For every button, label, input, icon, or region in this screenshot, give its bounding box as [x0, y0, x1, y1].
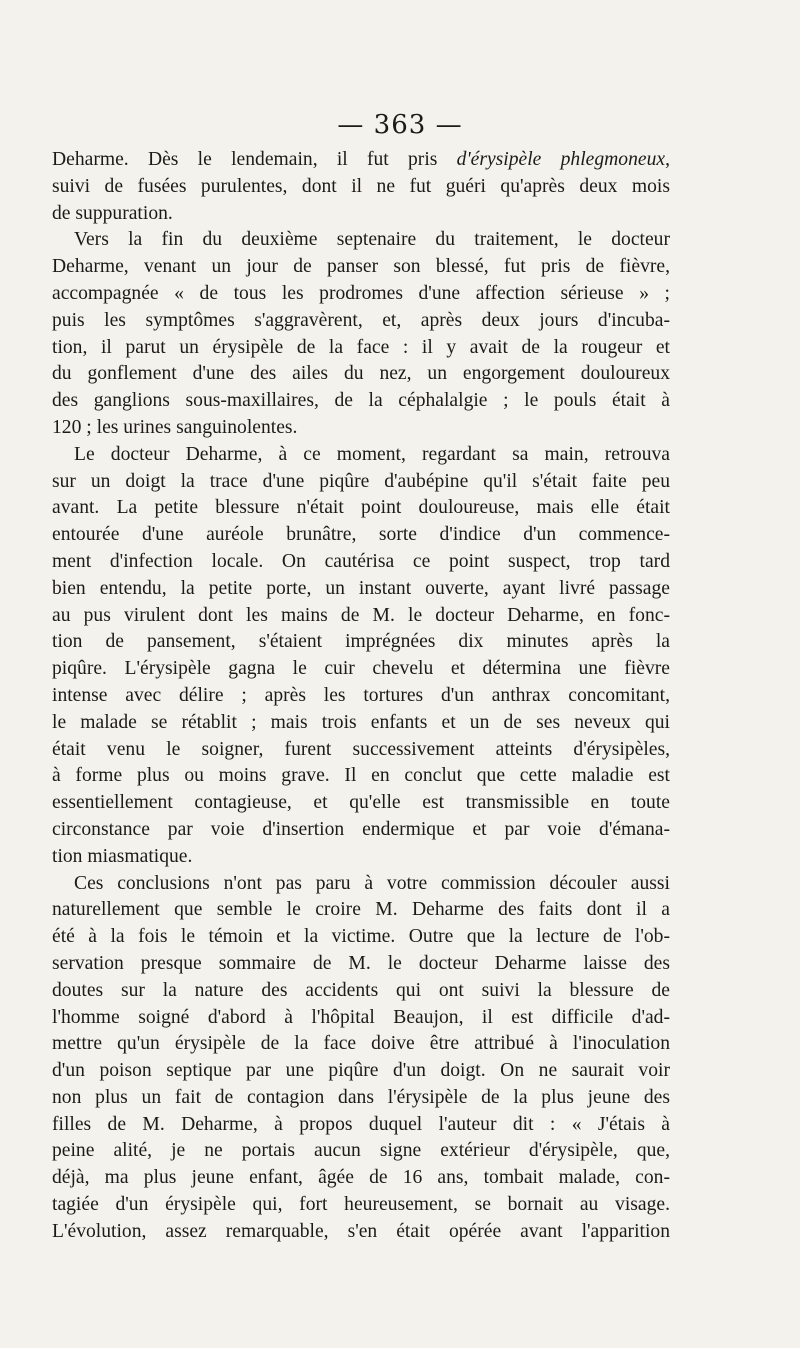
page-number: — 363 —: [337, 110, 463, 140]
text-line: servation presque sommaire de M. le docteur Deharme laisse des: [52, 952, 670, 974]
text-line: Deharme, venant un jour de panser son blessé, fut pris de fièvre,: [52, 256, 670, 278]
text-line: accompagnée « de tous les prodromes d'une affection sérieuse » ;: [52, 282, 670, 304]
text-line: des ganglions sous-maxillaires, de la céphalalgie ; le pouls était à: [52, 390, 670, 412]
text-line: à forme plus ou moins grave. Il en conclut que cette maladie est: [52, 765, 670, 787]
text-line: sur un doigt la trace d'une piqûre d'aubépine qu'il s'était faite peu: [52, 470, 670, 492]
text-line: avant. La petite blessure n'était point douloureuse, mais elle était: [52, 497, 670, 519]
text-line: bien entendu, la petite porte, un instant ouverte, ayant livré passage: [52, 577, 670, 599]
text-line: puis les symptômes s'aggravèrent, et, après deux jours d'incuba-: [52, 309, 670, 331]
text-line: peine alité, je ne portais aucun signe extérieur d'érysipèle, que,: [52, 1140, 670, 1162]
text-line: du gonflement d'une des ailes du nez, un engorgement douloureux: [52, 363, 670, 385]
text-line: naturellement que semble le croire M. Deharme des faits dont il a: [52, 899, 670, 921]
text-line: le malade se rétablit ; mais trois enfants et un de ses neveux qui: [52, 711, 670, 733]
text-line: L'évolution, assez remarquable, s'en était opérée avant l'apparition: [52, 1220, 670, 1242]
text-line: déjà, ma plus jeune enfant, âgée de 16 ans, tombait malade, con-: [52, 1167, 670, 1189]
text-line: mettre qu'un érysipèle de la face doive être attribué à l'inoculation: [52, 1033, 670, 1055]
text-line: était venu le soigner, furent successivement atteints d'érysipèles,: [52, 738, 670, 760]
text-line: de suppuration.: [52, 202, 173, 224]
text-line: essentiellement contagieuse, et qu'elle est transmissible en toute: [52, 792, 670, 814]
text-line: tion de pansement, s'étaient imprégnées dix minutes après la: [52, 631, 670, 653]
body-text: [52, 147, 670, 1246]
italic-term: d'érysipèle phlegmoneux: [456, 149, 666, 170]
text-line: d'un poison septique par une piqûre d'un doigt. On ne saurait voir: [52, 1060, 670, 1082]
text-line: été à la fois le témoin et la victime. Outre que la lecture de l'ob-: [52, 926, 670, 948]
text-line: tion miasmatique.: [52, 845, 193, 867]
text-line: ment d'infection locale. On cautérisa ce point suspect, trop tard: [52, 550, 670, 572]
text-line: suivi de fusées purulentes, dont il ne fut guéri qu'après deux mois: [52, 175, 670, 197]
text-line: Ces conclusions n'ont pas paru à votre commission découler aussi: [74, 872, 670, 894]
text-line: l'homme soigné d'abord à l'hôpital Beaujon, il est difficile d'ad-: [52, 1006, 670, 1028]
text-line: au pus virulent dont les mains de M. le docteur Deharme, en fonc-: [52, 604, 670, 626]
text-line: 120 ; les urines sanguinolentes.: [52, 416, 298, 438]
text-line: piqûre. L'érysipèle gagna le cuir chevelu et détermina une fièvre: [52, 658, 670, 680]
text-line: entourée d'une auréole brunâtre, sorte d'indice d'un commence-: [52, 524, 670, 546]
text-line: doutes sur la nature des accidents qui ont suivi la blessure de: [52, 979, 670, 1001]
text-line: tion, il parut un érysipèle de la face : il y avait de la rougeur et: [52, 336, 670, 358]
text-line: intense avec délire ; après les tortures d'un anthrax concomitant,: [52, 684, 670, 706]
text-line: Deharme. Dès le lendemain, il fut pris d'érysipèle phlegmoneux,: [52, 149, 670, 170]
text-line: tagiée d'un érysipèle qui, fort heureusement, se bornait au visage.: [52, 1194, 670, 1216]
text-line: non plus un fait de contagion dans l'érysipèle de la plus jeune des: [52, 1086, 670, 1108]
text-line: filles de M. Deharme, à propos duquel l'auteur dit : « J'étais à: [52, 1113, 670, 1135]
text-line: circonstance par voie d'insertion endermique et par voie d'émana-: [52, 818, 670, 840]
text-line: Vers la fin du deuxième septenaire du traitement, le docteur: [74, 229, 670, 251]
text-line: Le docteur Deharme, à ce moment, regardant sa main, retrouva: [74, 443, 670, 465]
